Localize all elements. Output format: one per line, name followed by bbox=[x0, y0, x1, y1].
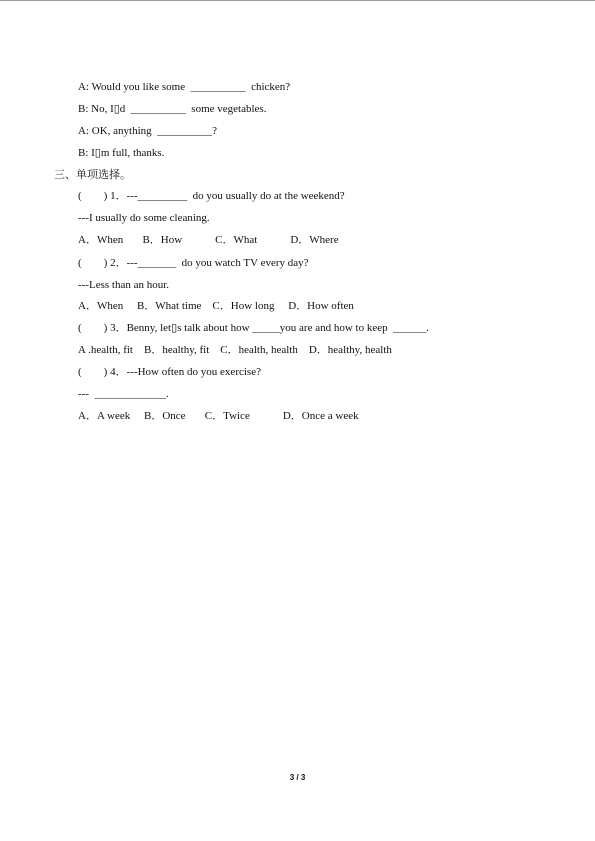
section-heading: 三、单项选择。 bbox=[54, 169, 131, 181]
question-2-response: ---Less than an hour. bbox=[78, 279, 170, 291]
question-4: ( ) 4．---How often do you exercise? bbox=[78, 366, 261, 378]
question-4-response: --- _____________. bbox=[78, 388, 169, 400]
dialog-line-1: A: Would you like some __________ chicken? bbox=[78, 81, 291, 93]
dialog-line-4: B: I▯m full, thanks. bbox=[78, 147, 165, 159]
question-3: ( ) 3．Benny, let▯s talk about how _____you are and how to keep ______. bbox=[78, 322, 429, 334]
question-1-options: A．When B．How C．What D．Where bbox=[78, 234, 339, 246]
question-2-options: A．When B．What time C．How long D．How often bbox=[78, 300, 354, 312]
question-3-options: A .health, fit B．healthy, fit C．health, health D．healthy, health bbox=[78, 344, 392, 356]
question-1: ( ) 1．---_________ do you usually do at the weekend? bbox=[78, 190, 345, 202]
page-number: 3 / 3 bbox=[289, 773, 306, 782]
top-border-line bbox=[0, 0, 595, 1]
question-1-response: ---I usually do some cleaning. bbox=[78, 212, 210, 224]
question-2: ( ) 2．---_______ do you watch TV every day? bbox=[78, 257, 309, 269]
dialog-line-3: A: OK, anything __________? bbox=[78, 125, 218, 137]
dialog-line-2: B: No, I▯d __________ some vegetables. bbox=[78, 103, 267, 115]
question-4-options: A．A week B．Once C．Twice D．Once a week bbox=[78, 410, 359, 422]
